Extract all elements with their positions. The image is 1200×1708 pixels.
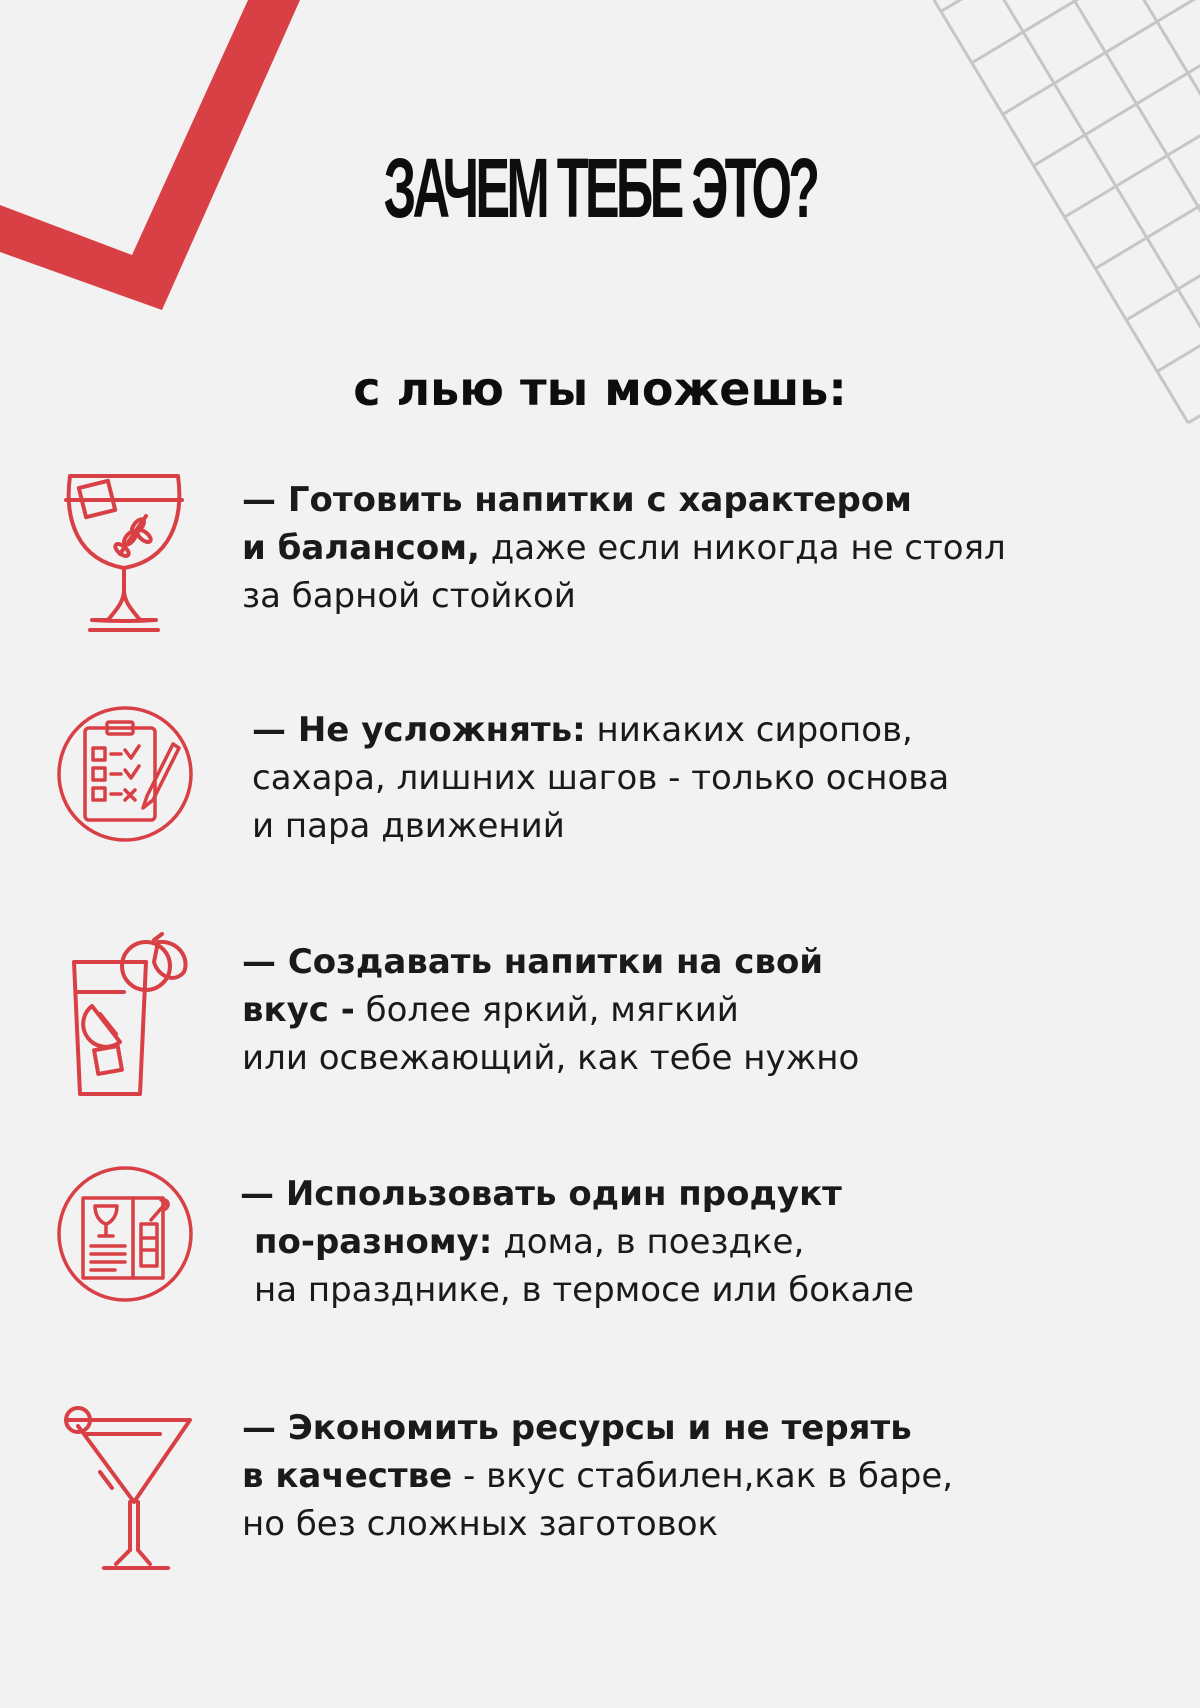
highball-glass-fruit-icon	[66, 932, 196, 1102]
martini-glass-icon	[60, 1398, 200, 1578]
benefit-text: — Не усложнять: никаких сиропов, сахара, лишних шагов - только основа и пара движений	[252, 710, 950, 846]
page-subtitle: с лью ты можешь:	[353, 362, 847, 416]
benefit-text: — Создавать напитки на свой вкус - более яркий, мягкий или освежающий, как тебе нужно	[242, 942, 860, 1078]
benefit-text: — Готовить напитки с характером и балансом, даже если никогда не стоял за барной стойкой	[242, 480, 1006, 616]
wine-glass-herb-icon	[60, 470, 190, 640]
benefit-text: — Экономить ресурсы и не терять в качестве - вкус стабилен,как в баре, но без сложных заготовок	[242, 1408, 954, 1544]
checklist-clipboard-icon	[55, 704, 195, 844]
benefit-text: — Использовать один продукт по-разному: дома, в поездке, на празднике, в термосе или бокале	[240, 1174, 915, 1310]
cocktail-menu-icon	[55, 1164, 195, 1304]
page-title: ЗАЧЕМ ТЕБЕ ЭТО?	[383, 141, 817, 235]
